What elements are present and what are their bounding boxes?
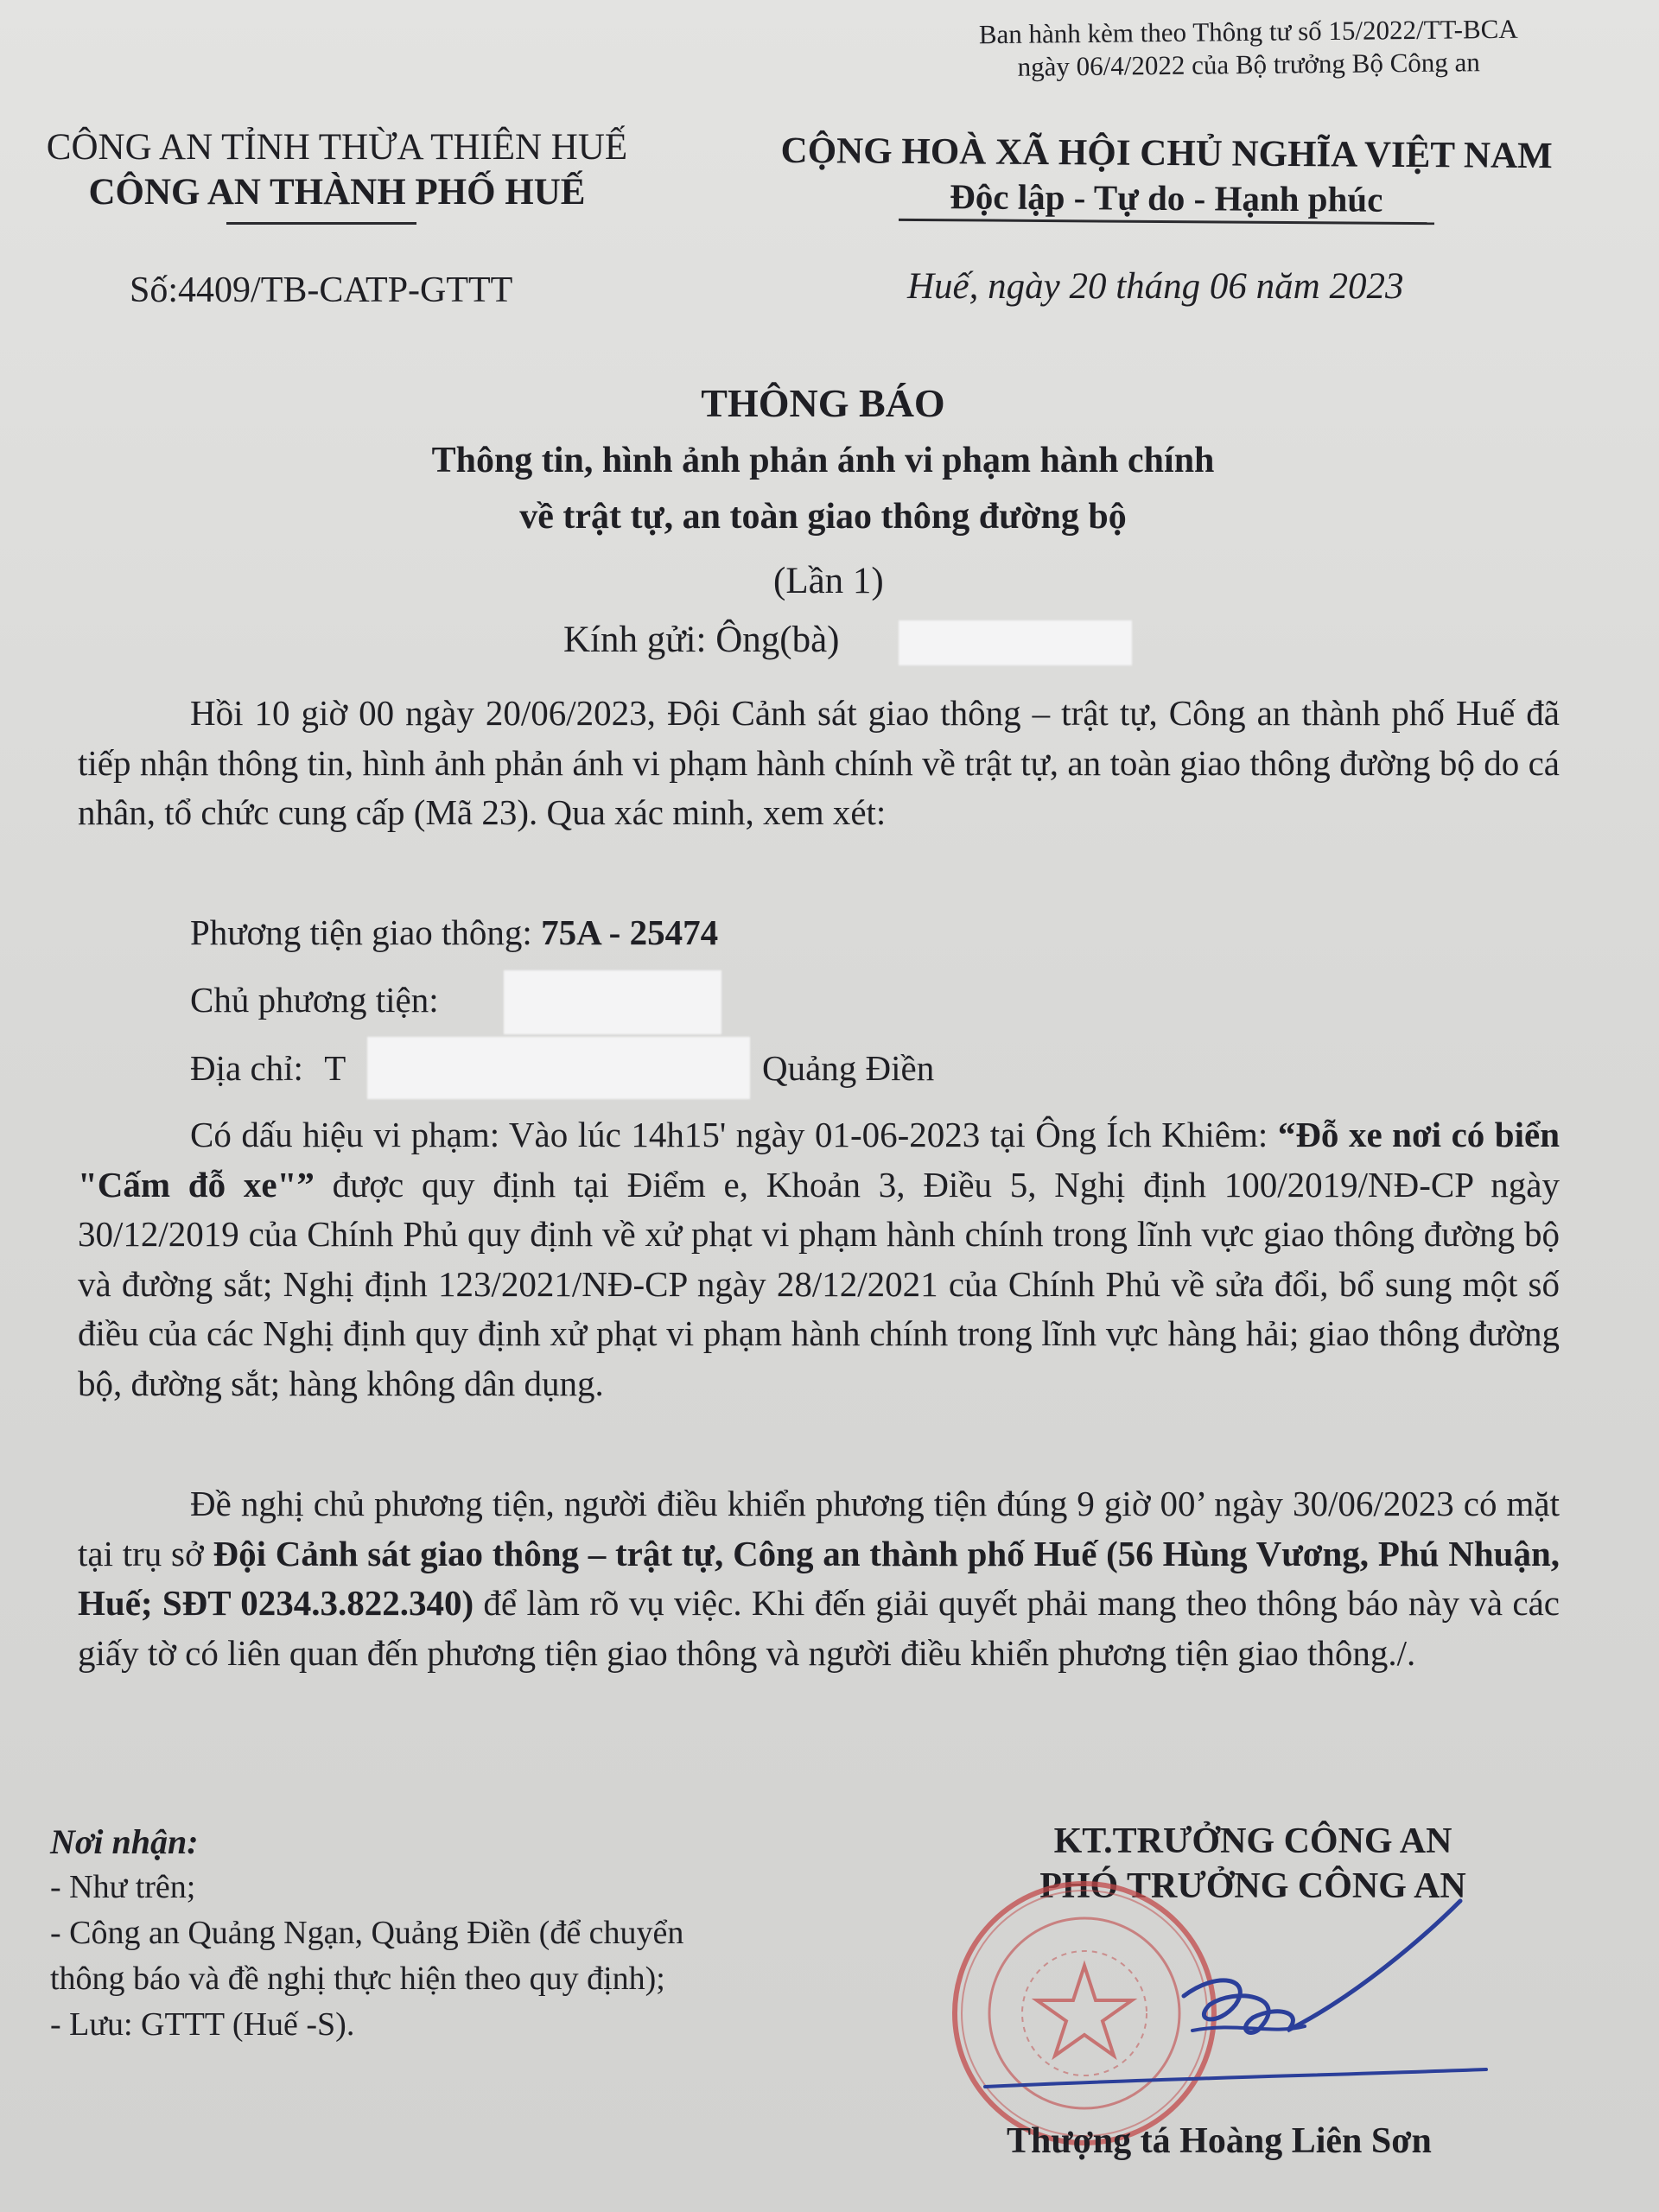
signer-name: Thượng tá Hoàng Liên Sơn (1007, 2121, 1432, 2161)
notice-title-block (0, 376, 1646, 543)
summons-rest: để làm rõ vụ việc. Khi đến giải quyết phải mang theo thông báo này và các giấy tờ có liên quan đến phương tiện giao thông và người điều khiển phương tiện giao thông./. (78, 1583, 1560, 1673)
receivers-item-2b: thông báo và đề nghị thực hiện theo quy định); (50, 1961, 665, 1997)
vehicle-address-prefix: T (324, 1048, 346, 1088)
national-motto: Độc lập - Tự do - Hạnh phúc (950, 176, 1383, 219)
paragraph-summons (78, 1479, 1560, 1678)
regulation-note-line2: ngày 06/4/2022 của Bộ trưởng Bộ Công an (1017, 47, 1480, 82)
receivers-item-3: - Lưu: GTTT (Huế -S). (50, 2006, 355, 2043)
paragraph-receipt (78, 689, 1560, 838)
paragraph-violation (78, 1110, 1560, 1408)
notice-round: (Lần 1) (773, 561, 884, 601)
vehicle-address-label: Địa chỉ: (190, 1048, 303, 1088)
regulation-note-line1: Ban hành kèm theo Thông tư số 15/2022/TT-BCA (978, 13, 1518, 50)
redacted-address (367, 1037, 750, 1099)
vehicle-plate-row (190, 907, 718, 957)
summons-lead: Đề nghị chủ phương tiện, người điều khiển phương tiện đúng 9 giờ 00’ ngày 30/06/2023 có mặt tại trụ sở (78, 1484, 1560, 1573)
vehicle-plate-label: Phương tiện giao thông: (190, 912, 532, 952)
violation-description: “Đỗ xe nơi có biển "Cấm đỗ xe"” (78, 1115, 1560, 1205)
issuer-underline (226, 222, 416, 225)
vehicle-owner-row (190, 975, 439, 1025)
signature-title-line2: PHÓ TRƯỞNG CÔNG AN (1039, 1866, 1466, 1906)
signature-title-line1: KT.TRƯỞNG CÔNG AN (1053, 1821, 1452, 1861)
paragraph-receipt-text: Hồi 10 giờ 00 ngày 20/06/2023, Đội Cảnh sát giao thông – trật tự, Công an thành phố Huế đã tiếp nhận thông tin, hình ảnh phản ánh vi phạm hành chính về trật tự, an toàn giao thông đường bộ do cá nhân, tổ chức cung cấp (Mã 23). Qua xác minh, xem xét: (78, 693, 1560, 832)
regulation-note (959, 12, 1539, 84)
receivers-item-2a: - Công an Quảng Ngạn, Quảng Điền (để chuyển (50, 1915, 684, 1951)
issuer-province: CÔNG AN TỈNH THỪA THIÊN HUẾ (46, 127, 628, 168)
notice-subtitle-line1: Thông tin, hình ảnh phản ánh vi phạm hành chính (431, 441, 1215, 480)
national-title: CỘNG HOÀ XÃ HỘI CHỦ NGHĨA VIỆT NAM (780, 130, 1553, 177)
notice-title: THÔNG BÁO (701, 381, 945, 425)
receivers-item-1: - Như trên; (50, 1869, 196, 1905)
recipient-line: Kính gửi: Ông(bà) (563, 620, 840, 660)
redacted-owner-name (504, 970, 721, 1034)
vehicle-address-row (190, 1043, 346, 1093)
receivers-block (50, 1819, 683, 2048)
national-block (734, 129, 1599, 223)
handwritten-signature (976, 1875, 1512, 2100)
receivers-heading: Nơi nhận: (50, 1822, 199, 1861)
redacted-recipient-name (899, 620, 1132, 665)
vehicle-plate-value: 75A - 25474 (541, 912, 719, 952)
issuer-city: CÔNG AN THÀNH PHỐ HUẾ (88, 172, 586, 213)
violation-legal-basis: được quy định tại Điểm e, Khoản 3, Điều 5, Nghị định 100/2019/NĐ-CP ngày 30/12/2019 của Chính Phủ quy định về xử phạt vi phạm hành chính trong lĩnh vực giao thông đường bộ và đường sắt; Nghị định 123/2021/NĐ-CP ngày 28/12/2021 của Chính Phủ về sửa đổi, bổ sung một số điều của các Nghị định quy định xử phạt vi phạm hành chính trong lĩnh vực hàng hải; giao thông đường bộ, đường sắt; hàng không dân dụng. (78, 1164, 1560, 1403)
vehicle-owner-label: Chủ phương tiện: (190, 980, 439, 1020)
summons-office: Đội Cảnh sát giao thông – trật tự, Công an thành phố Huế (56 Hùng Vương, Phú Nhuận, Huế; SĐT 0234.3.822.340) (78, 1533, 1560, 1623)
violation-lead: Có dấu hiệu vi phạm: Vào lúc 14h15' ngày 01-06-2023 tại Ông Ích Khiêm: (190, 1115, 1268, 1154)
place-date: Huế, ngày 20 tháng 06 năm 2023 (907, 266, 1404, 307)
issuer-block (9, 125, 665, 215)
notice-subtitle-line2: về trật tự, an toàn giao thông đường bộ (519, 497, 1127, 537)
document-number: Số:4409/TB-CATP-GTTT (130, 270, 513, 310)
vehicle-address-suffix: Quảng Điền (762, 1048, 935, 1088)
